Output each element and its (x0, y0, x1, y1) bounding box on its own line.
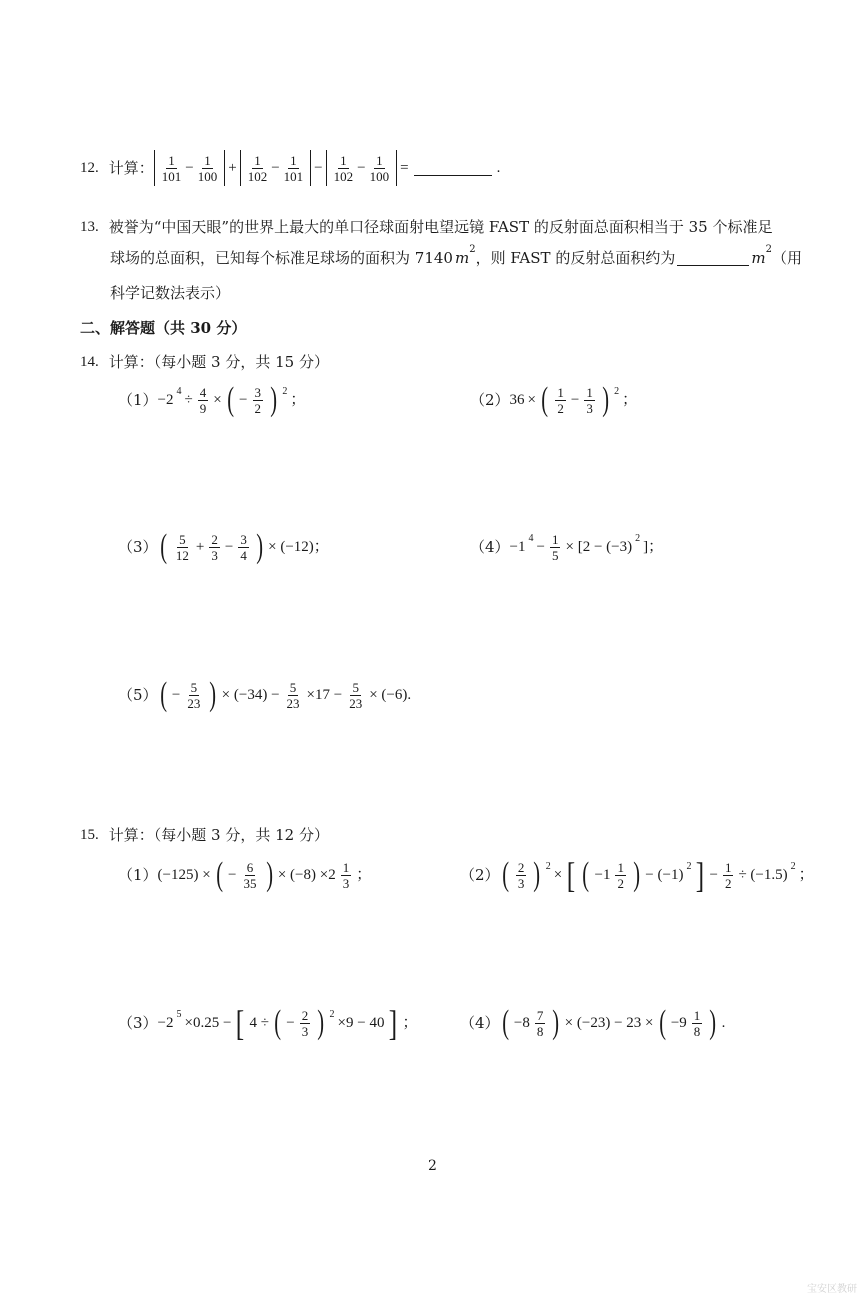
fraction: $\frac{1}{2}$ (724, 859, 732, 891)
fraction: $\frac{1}{100}$ (369, 152, 390, 184)
expression: −2 4 ÷ $\frac{4}{9}$ × ( − $\frac{3}{2}$ ) 2 ； (157, 381, 306, 418)
answer-blank[interactable] (677, 251, 749, 266)
question-13-line-3 (110, 283, 230, 303)
question-number: 13. (80, 219, 99, 235)
expression: ( $\frac{2}{3}$ ) 2 × [ ( −1 $\frac{1}{2}$ ) − (−1) 2 ] − $\frac{1}{2}$ ÷ (−1.5) 2 ； (501, 855, 814, 895)
expression: ( − $\frac{5}{23}$ ) × (−34) − $\frac{5}{23}$ ×17 − $\frac{5}{23}$ × (−6). (159, 676, 412, 713)
fraction: $\frac{1}{101}$ (283, 152, 304, 184)
absolute-value: $\frac{1}{102}$ − $\frac{1}{100}$ (326, 150, 397, 186)
fraction: $\frac{1}{100}$ (197, 152, 218, 184)
question-text: 球场的总面积，已知每个标准足球场的面积为 7140 (110, 249, 453, 267)
fraction: $\frac{1}{102}$ (247, 152, 268, 184)
fraction: $\frac{1}{102}$ (333, 152, 354, 184)
fraction: $\frac{2}{3}$ (211, 531, 218, 563)
question-text: （用 (771, 249, 802, 267)
question-text: 被誉为“中国天眼”的世界上最大的单口径球面射电望远镜 FAST 的反射面总面积相当于 35 个标准足 (108, 218, 773, 236)
fraction: $\frac{6}{35}$ (243, 859, 257, 891)
question-text: 计算：（每小题 3 分，共 12 分） (108, 826, 329, 844)
fraction: $\frac{1}{2}$ (557, 384, 564, 416)
part-label: （2） (460, 866, 500, 884)
part-label: （4） (470, 538, 510, 556)
q15-part-1 (118, 855, 371, 895)
absolute-value: $\frac{1}{101}$ − $\frac{1}{100}$ (154, 150, 225, 186)
q14-part-4 (470, 527, 663, 567)
fraction: $\frac{7}{8}$ (536, 1007, 544, 1039)
expression: −1 4 − $\frac{1}{5}$ × [2 − (−3) 2 ]； (509, 531, 664, 563)
question-number: 12. (80, 160, 99, 176)
question-14-title (80, 352, 329, 372)
page-number: 2 (428, 1158, 437, 1174)
question-15-title (80, 825, 329, 845)
watermark: 宝安区教研 (807, 1284, 857, 1295)
section-title-text: 二、解答题（共 30 分） (80, 319, 247, 337)
fraction: $\frac{5}{23}$ (349, 679, 363, 711)
part-label: （4） (460, 1014, 500, 1032)
question-text: 计算：（每小题 3 分，共 15 分） (108, 353, 329, 371)
unit-exponent: 2 (765, 244, 772, 255)
fraction: $\frac{1}{8}$ (693, 1007, 701, 1039)
question-12 (80, 150, 500, 186)
fraction: $\frac{3}{4}$ (240, 531, 247, 563)
q15-part-2 (460, 855, 814, 895)
part-label: （1） (118, 866, 158, 884)
fraction: $\frac{1}{3}$ (342, 859, 350, 891)
expression: ( −8 $\frac{7}{8}$ ) × (−23) − 23 × ( −9 $\frac{1}{8}$ ) . (501, 1004, 726, 1041)
part-label: （2） (470, 391, 510, 409)
absolute-value: $\frac{1}{102}$ − $\frac{1}{101}$ (240, 150, 311, 186)
section-title (80, 318, 246, 338)
fraction: $\frac{2}{3}$ (517, 859, 525, 891)
question-text: 科学记数法表示） (110, 284, 231, 302)
part-label: （1） (118, 391, 158, 409)
expression: ( $\frac{5}{12}$ + $\frac{2}{3}$ − $\frac{3}{4}$ ) × (−12)； (159, 528, 329, 565)
q14-part-3 (118, 527, 329, 567)
expression: (−125) × ( − $\frac{6}{35}$ ) × (−8) ×2 $\frac{1}{3}$ ； (157, 856, 372, 893)
fraction: $\frac{5}{23}$ (286, 679, 300, 711)
q14-part-5 (118, 675, 411, 715)
fraction: $\frac{1}{3}$ (586, 384, 593, 416)
question-number: 14. (80, 354, 99, 370)
fraction: $\frac{1}{2}$ (617, 859, 624, 891)
question-number: 15. (80, 827, 99, 843)
expression: 36 × ( $\frac{1}{2}$ − $\frac{1}{3}$ ) 2 ； (509, 381, 638, 418)
question-13-line-1 (80, 217, 772, 237)
fraction: $\frac{1}{5}$ (551, 531, 559, 563)
expression: $\frac{1}{101}$ − $\frac{1}{100}$ + $\frac{1}{102}$ − $\frac{1}{101}$ − $\frac{1}{102}$ − $\frac{1}{100}$ = . (154, 150, 501, 186)
q15-part-4 (460, 1003, 725, 1043)
fraction: $\frac{3}{2}$ (254, 384, 262, 416)
question-text: ，则 FAST 的反射总面积约为 (475, 249, 676, 267)
fraction: $\frac{5}{23}$ (187, 679, 201, 711)
unit: m (454, 249, 470, 267)
fraction: $\frac{2}{3}$ (301, 1007, 309, 1039)
question-prefix: 计算： (108, 159, 154, 177)
q15-part-3 (118, 1003, 417, 1043)
fraction: $\frac{5}{12}$ (175, 531, 189, 563)
fraction: $\frac{1}{101}$ (161, 152, 182, 184)
part-label: （3） (118, 538, 158, 556)
unit: m (751, 249, 766, 267)
question-13-line-2 (110, 244, 802, 268)
unit-exponent: 2 (469, 244, 476, 255)
q14-part-1 (118, 380, 305, 420)
part-label: （3） (118, 1014, 158, 1032)
part-label: （5） (118, 686, 158, 704)
answer-blank[interactable] (414, 161, 492, 176)
q14-part-2 (470, 380, 637, 420)
fraction: $\frac{4}{9}$ (199, 384, 207, 416)
expression: −2 5 ×0.25 − [ 4 ÷ ( − $\frac{2}{3}$ ) 2 ×9 − 40 ] ； (157, 1003, 418, 1043)
